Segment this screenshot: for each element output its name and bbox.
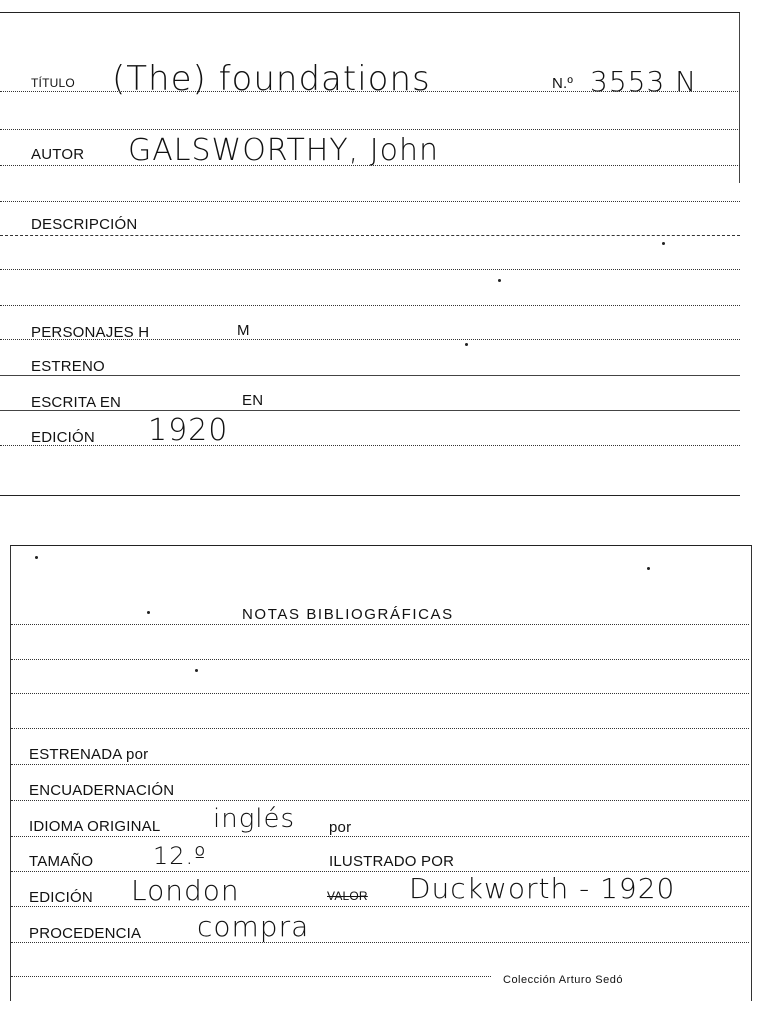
procedencia-value: compra	[197, 910, 310, 943]
tamano-value: 12.º	[153, 842, 207, 870]
rule	[0, 129, 740, 130]
rule	[0, 339, 740, 340]
estrenada-label: ESTRENADA por	[29, 746, 149, 763]
card-right-border	[739, 13, 740, 183]
rule	[0, 410, 740, 411]
rule	[11, 976, 491, 977]
speck	[647, 567, 650, 570]
speck	[662, 242, 665, 245]
rule	[11, 764, 749, 765]
numero-label: N.º	[552, 75, 574, 92]
titulo-value: (The) foundations	[112, 59, 431, 99]
rule	[11, 836, 749, 837]
edicion-value: 1920	[148, 413, 229, 448]
speck	[195, 669, 198, 672]
edicion-label: EDICIÓN	[29, 889, 93, 906]
titulo-label: TÍTULO	[31, 76, 75, 90]
rule	[11, 693, 749, 694]
rule	[11, 728, 749, 729]
idioma-value: inglés	[213, 804, 296, 834]
numero-value: 3553 N	[590, 65, 698, 98]
rule	[11, 624, 749, 625]
personajes-label: PERSONAJES H	[31, 324, 150, 341]
coleccion-stamp: Colección Arturo Sedó	[503, 974, 623, 986]
valor-label: VALOR	[327, 889, 368, 903]
catalog-card-notes	[10, 545, 752, 1001]
estreno-label: ESTRENO	[31, 358, 105, 375]
rule	[11, 906, 749, 907]
encuadernacion-label: ENCUADERNACIÓN	[29, 782, 175, 799]
rule	[0, 201, 740, 202]
rule	[0, 91, 740, 92]
rule	[0, 269, 740, 270]
edicion-label: EDICIÓN	[31, 429, 95, 446]
speck	[498, 279, 501, 282]
valor-value: Duckworth - 1920	[409, 872, 676, 905]
idioma-por-label: por	[329, 819, 352, 836]
escrita-en-label: EN	[242, 392, 264, 409]
edicion-value: London	[131, 874, 240, 907]
rule	[11, 942, 749, 943]
escrita-label: ESCRITA EN	[31, 394, 122, 411]
autor-label: AUTOR	[31, 146, 85, 163]
rule	[0, 165, 740, 166]
rule	[0, 235, 740, 236]
speck	[35, 556, 38, 559]
procedencia-label: PROCEDENCIA	[29, 925, 142, 942]
speck	[465, 343, 468, 346]
rule	[0, 375, 740, 376]
speck	[147, 611, 150, 614]
rule	[11, 659, 749, 660]
notas-heading: NOTAS BIBLIOGRÁFICAS	[242, 606, 454, 623]
personajes-m-label: M	[237, 322, 250, 339]
rule	[0, 445, 740, 446]
autor-value: GALSWORTHY, John	[128, 133, 439, 168]
tamano-label: TAMAÑO	[29, 853, 94, 870]
rule	[0, 305, 740, 306]
catalog-card-main	[0, 12, 740, 496]
idioma-label: IDIOMA ORIGINAL	[29, 818, 161, 835]
descripcion-label: DESCRIPCIÓN	[31, 216, 138, 233]
ilustrado-label: ILUSTRADO POR	[329, 853, 455, 870]
rule	[11, 800, 749, 801]
